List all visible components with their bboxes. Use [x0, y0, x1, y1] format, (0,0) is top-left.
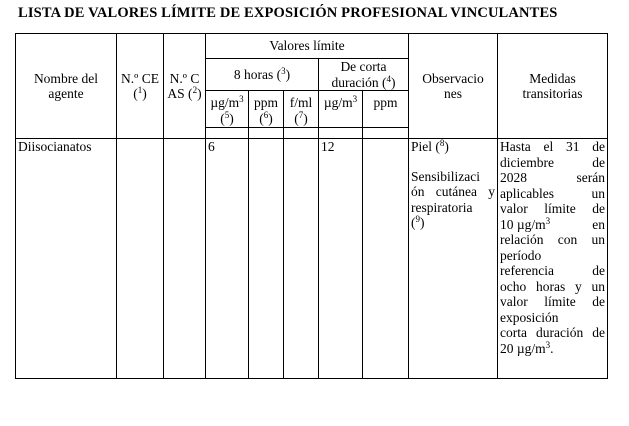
header-short-term: De corta duración ($^4$)	[319, 59, 409, 91]
table-row	[16, 139, 608, 379]
fml-8h-cell	[284, 139, 319, 379]
header-eight-hours: 8 horas ($^3$)	[206, 59, 319, 91]
header-agent-name: Nombre del agente	[16, 34, 117, 139]
exposure-limits-table	[15, 33, 608, 379]
agent-name-cell: Diisocianatos	[16, 139, 117, 379]
header-ce-number: N.º CE ($^1$)	[117, 34, 164, 139]
header-ppm-short: ppm	[363, 91, 409, 128]
ugm3-short-cell: 12	[319, 139, 363, 379]
header-limit-values: Valores límite	[206, 34, 409, 59]
observations-cell: Piel ($^8$) Sensibilizaci ón cutánea y respiratoria ($^9$)	[409, 139, 498, 379]
ppm-short-cell	[363, 139, 409, 379]
header-ppm-8h: ppm ($^6$)	[249, 91, 284, 128]
header-ugm3-8h: $\mu g/m^3$ ($^5$)	[206, 91, 249, 128]
transitional-measures-cell: Hasta el 31 de diciembre de 2028 serán aplicables un valor límite de 10 $\mu g/m^3$ en relación con un período referencia de ocho horas y un valor límite de exposición corta duración de 20 $\mu g/m^3$.	[498, 139, 608, 379]
header-transitional-measures: Medidas transitorias	[498, 34, 608, 139]
ppm-8h-cell	[249, 139, 284, 379]
header-observations: Observacio nes	[409, 34, 498, 139]
header-fml-8h: f/ml ($^7$)	[284, 91, 319, 128]
header-ugm3-short: $\mu g/m^3$	[319, 91, 363, 128]
document-title: LISTA DE VALORES LÍMITE DE EXPOSICIÓN PROFESIONAL VINCULANTES	[18, 5, 558, 21]
ugm3-8h-cell: 6	[206, 139, 249, 379]
header-cas-number: N.º C AS ($^2$)	[164, 34, 206, 139]
ce-number-cell	[117, 139, 164, 379]
cas-number-cell	[164, 139, 206, 379]
